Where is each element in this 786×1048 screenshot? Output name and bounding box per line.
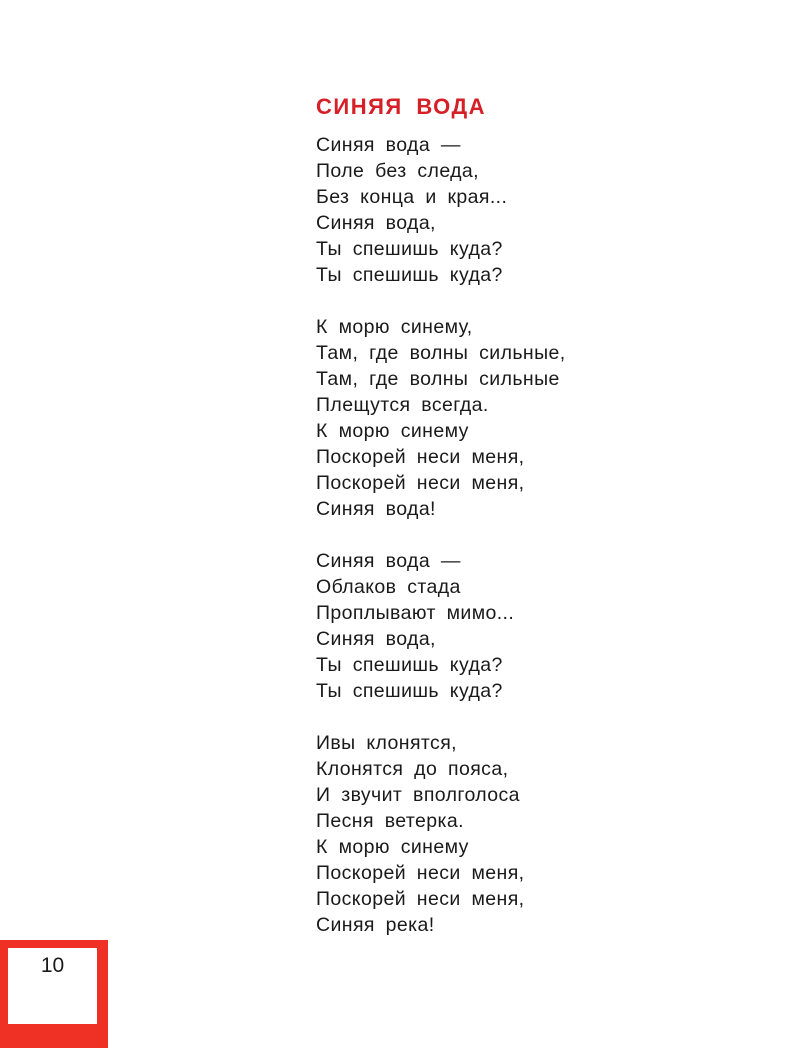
poem-line: Там, где волны сильные: [316, 368, 560, 390]
poem-line: Синяя вода,: [316, 212, 436, 234]
poem-line: Синяя вода —: [316, 134, 461, 156]
poem-line: Синяя вода —: [316, 550, 461, 572]
poem-line: Поскорей неси меня,: [316, 888, 525, 910]
poem-line: Синяя вода,: [316, 628, 436, 650]
poem-line: К морю синему,: [316, 316, 473, 338]
poem-line: К морю синему: [316, 836, 469, 858]
poem-line: Ивы клонятся,: [316, 732, 457, 754]
poem-title: СИНЯЯ ВОДА: [316, 94, 487, 119]
poem-line: Поскорей неси меня,: [316, 446, 525, 468]
poem-line: Облаков стада: [316, 576, 461, 598]
poem-line: Без конца и края...: [316, 186, 508, 208]
poem-line: Поскорей неси меня,: [316, 862, 525, 884]
poem-line: К морю синему: [316, 420, 469, 442]
poem-line: Там, где волны сильные,: [316, 342, 566, 364]
poem-line: Ты спешишь куда?: [316, 264, 503, 286]
poem-line: Синяя река!: [316, 914, 435, 936]
stanza-3: [316, 548, 756, 704]
poem-line: Ты спешишь куда?: [316, 680, 503, 702]
poem-line: Поскорей неси меня,: [316, 472, 525, 494]
poem-line: Синяя вода!: [316, 498, 436, 520]
stanza-1: [316, 132, 756, 288]
poem-line: Песня ветерка.: [316, 810, 464, 832]
poem-line: Ты спешишь куда?: [316, 238, 503, 260]
poem-body: [316, 132, 756, 938]
page-number: 10: [40, 954, 65, 977]
stanza-2: [316, 314, 756, 522]
poem-line: Проплывают мимо...: [316, 602, 515, 624]
poem-line: И звучит вполголоса: [316, 784, 520, 806]
poem-line: Ты спешишь куда?: [316, 654, 503, 676]
poem-line: Плещутся всегда.: [316, 394, 489, 416]
stanza-4: [316, 730, 756, 938]
poem: [316, 92, 756, 964]
poem-line: Клонятся до пояса,: [316, 758, 509, 780]
page-number-tab: [0, 940, 108, 1048]
poem-line: Поле без следа,: [316, 160, 479, 182]
